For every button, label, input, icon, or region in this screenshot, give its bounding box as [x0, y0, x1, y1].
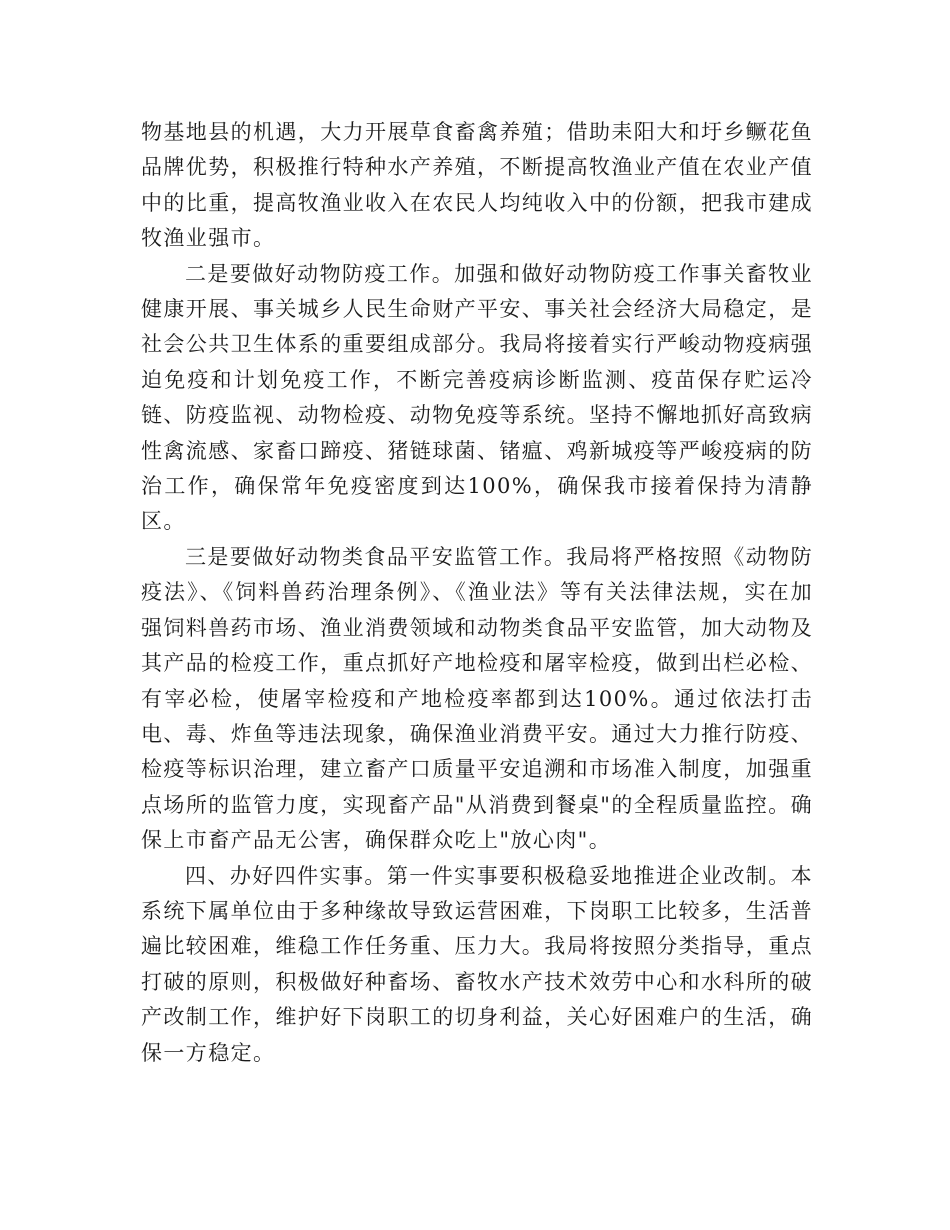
- paragraph-food-safety: 三是要做好动物类食品平安监管工作。我局将严格按照《动物防疫法》、《饲料兽药治理条例》、《渔业法》等有关法律法规，实在加强饲料兽药市场、渔业消费领域和动物类食品平安监管，加大动物及其产品的检疫工作，重点抓好产地检疫和屠宰检疫，做到出栏必检、有宰必检，使屠宰检疫和产地检疫率都到达100%。通过依法打击电、毒、炸鱼等违法现象，确保渔业消费平安。通过大力推行防疫、检疫等标识治理，建立畜产口质量平安追溯和市场准入制度，加强重点场所的监管力度，实现畜产品"从消费到餐桌"的全程质量监控。确保上市畜产品无公害，确保群众吃上"放心肉"。: [141, 544, 813, 853]
- document-page: [141, 115, 813, 1071]
- paragraph-epidemic-prevention: 二是要做好动物防疫工作。加强和做好动物防疫工作事关畜牧业健康开展、事关城乡人民生命财产平安、事关社会经济大局稳定，是社会公共卫生体系的重要组成部分。我局将接着实行严峻动物疫病强迫免疫和计划免疫工作，不断完善疫病诊断监测、疫苗保存贮运冷链、防疫监视、动物检疫、动物免疫等系统。坚持不懈地抓好高致病性禽流感、家畜口蹄疫、猪链球菌、锗瘟、鸡新城疫等严峻疫病的防治工作，确保常年免疫密度到达100%，确保我市接着保持为清静区。: [141, 261, 813, 534]
- paragraph-continuation: 物基地县的机遇，大力开展草食畜禽养殖；借助耒阳大和圩乡鳜花鱼品牌优势，积极推行特种水产养殖，不断提高牧渔业产值在农业产值中的比重，提高牧渔业收入在农民人均纯收入中的份额，把我市建成牧渔业强市。: [141, 120, 813, 251]
- paragraph-four-tasks: 四、办好四件实事。第一件实事要积极稳妥地推进企业改制。本系统下属单位由于多种缘故导致运营困难，下岗职工比较多，生活普遍比较困难，维稳工作任务重、压力大。我局将按照分类指导，重点打破的原则，积极做好种畜场、畜牧水产技术效劳中心和水科所的破产改制工作，维护好下岗职工的切身利益，关心好困难户的生活，确保一方稳定。: [141, 863, 813, 1065]
